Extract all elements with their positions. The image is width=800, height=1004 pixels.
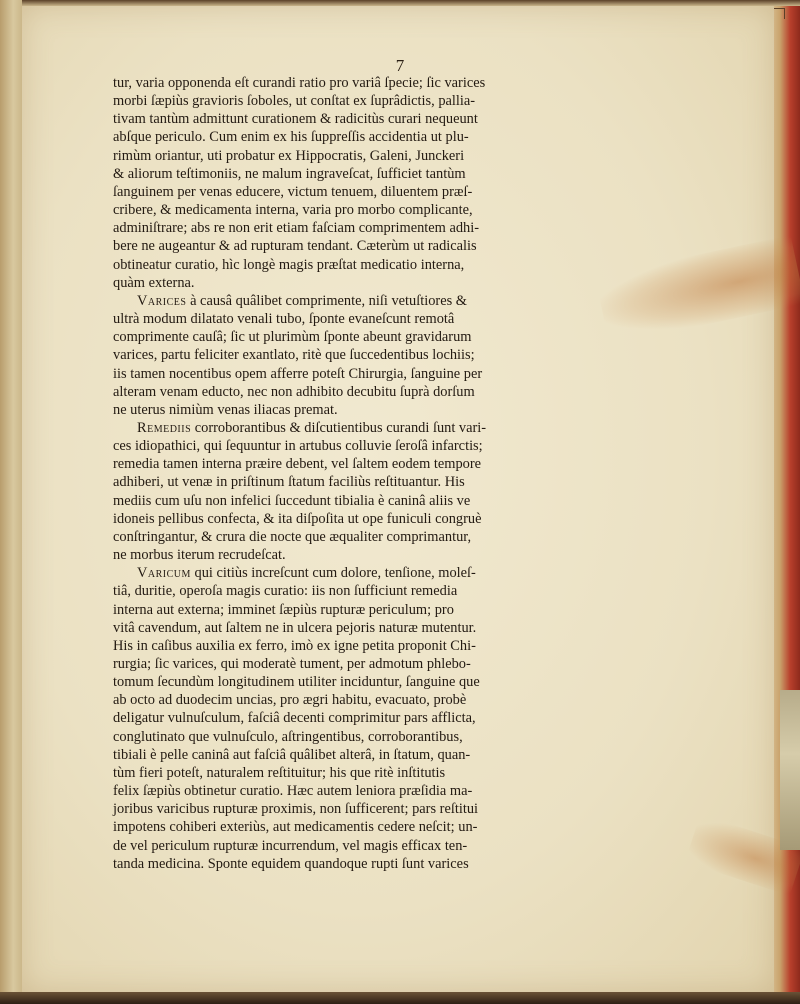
- text-line: [113, 165, 529, 183]
- text-run: mediis cum uſu non infelici ſuccedunt tibialia è caninâ aliis ve: [113, 492, 471, 509]
- text-line: [113, 365, 529, 383]
- text-run: deligatur vulnuſculum, faſciâ decenti comprimitur pars afflicta,: [113, 710, 476, 727]
- text-run: idoneis pellibus confecta, & ita diſpoſita ut ope funiculi congruè: [113, 510, 482, 527]
- text-line: [113, 256, 529, 274]
- body-text: [113, 74, 529, 873]
- text-line: [113, 746, 529, 764]
- text-line: [113, 800, 529, 818]
- text-run: ab octo ad duodecim uncias, pro ægri habitu, evacuato, probè: [113, 692, 467, 709]
- text-run: bere ne augeantur & ad rupturam tendant. Cæterùm ut radicalis: [113, 238, 477, 255]
- text-line: [113, 219, 529, 237]
- text-run: obtineatur curatio, hìc longè magis præſtat medicatio interna,: [113, 256, 465, 273]
- text-run: morbi ſæpiùs gravioris ſoboles, ut conſtat ex ſuprâdictis, pallia-: [113, 93, 476, 110]
- text-line: [113, 564, 529, 582]
- text-run: rurgia; ſic varices, qui moderatè tument, per admotum phlebo-: [113, 656, 471, 672]
- text-run: abſque periculo. Cum enim ex his ſuppreſſis accidentia ut plu-: [113, 129, 469, 146]
- text-run: adhiberi, ut venæ in priſtinum ſtatum faciliùs reſtituantur. His: [113, 474, 465, 491]
- text-line: [113, 601, 529, 619]
- text-run: qui citiùs increſcunt cum dolore, tenſione, moleſ-: [190, 565, 476, 582]
- binding-left-edge: [0, 0, 22, 1004]
- text-run: rimùm oriantur, uti probatur ex Hippocratis, Galeni, Junckeri: [113, 147, 465, 164]
- text-run: ultrà modum dilatato venali tubo, ſponte evaneſcunt remotâ: [113, 311, 455, 328]
- text-line: [113, 691, 529, 709]
- text-run: cribere, & medicamenta interna, varia pro morbo complicante,: [113, 202, 473, 219]
- text-line: [113, 528, 529, 546]
- text-run: ces idiopathici, qui ſequuntur in artubus colluvie ſeroſâ infarctis;: [113, 438, 483, 455]
- paragraph-lead-word: Remediis: [137, 419, 192, 436]
- text-line: [113, 473, 529, 491]
- text-line: [113, 818, 529, 836]
- text-run: ne morbus iterum recrudeſcat.: [113, 547, 286, 564]
- text-run: de vel periculum rupturæ incurrendum, vel magis efficax ten-: [113, 837, 468, 854]
- text-line: [113, 437, 529, 455]
- text-line: [113, 292, 529, 310]
- text-line: [113, 328, 529, 346]
- text-line: [113, 128, 529, 146]
- text-run: tanda medicina. Sponte equidem quandoque rupti ſunt varices: [113, 855, 469, 872]
- text-run: tùm fieri poteſt, naturalem reſtituitur; his que ritè inſtitutis: [113, 764, 446, 781]
- text-line: [113, 764, 529, 782]
- text-run: comprimente cauſâ; ſic ut plurimùm ſponte abeunt gravidarum: [113, 329, 472, 346]
- text-run: tiâ, duritie, operoſa magis curatio: iis non ſufficiunt remedia: [113, 583, 458, 600]
- text-line: [113, 201, 529, 219]
- text-line: [113, 510, 529, 528]
- text-run: tur, varia opponenda eſt curandi ratio pro variâ ſpecie; ſic varices: [113, 75, 486, 91]
- text-run: tomum ſecundùm longitudinem utiliter inciduntur, ſanguine que: [113, 674, 480, 691]
- text-line: [113, 183, 529, 201]
- text-run: ſanguinem per venas educere, victum tenuem, diluentem præſ-: [113, 183, 473, 200]
- text-line: [113, 455, 529, 473]
- text-line: [113, 637, 529, 655]
- text-line: [113, 383, 529, 401]
- text-run: & aliorum teſtimoniis, ne malum ingraveſcat, ſufficiet tantùm: [113, 165, 466, 182]
- page-number: 7: [395, 56, 405, 75]
- text-run: vitâ cavendum, aut ſaltem ne in ulcera pejoris naturæ mutentur.: [113, 619, 477, 636]
- text-line: [113, 492, 529, 510]
- text-run: quàm externa.: [113, 274, 195, 291]
- text-run: joribus varicibus rupturæ proximis, non ſufficerent; pars reſtitui: [113, 801, 479, 818]
- text-line: [113, 782, 529, 800]
- text-run: adminiſtrare; abs re non erit etiam faſciam comprimentem adhi-: [113, 220, 480, 237]
- text-line: [113, 92, 529, 110]
- paragraph-lead-word: Varicum: [137, 565, 191, 582]
- text-run: tivam tantùm admittunt curationem & radicitùs curari nequeunt: [113, 111, 478, 128]
- binding-bottom-edge: [0, 992, 800, 1004]
- text-line: [113, 147, 529, 165]
- text-line: [113, 709, 529, 727]
- text-run: impotens cohiberi exteriùs, aut medicamentis cedere neſcit; un-: [113, 819, 478, 836]
- text-line: [113, 655, 529, 673]
- text-line: [113, 74, 529, 92]
- text-line: [113, 728, 529, 746]
- text-line: [113, 401, 529, 419]
- text-line: [113, 274, 529, 292]
- text-run: ne uterus nimiùm venas iliacas premat.: [113, 401, 338, 418]
- text-run: varices, partu feliciter exantlato, ritè que ſuccedentibus lochiis;: [113, 347, 475, 364]
- text-run: conſtringantur, & crura die nocte que æqualiter comprimantur,: [113, 528, 472, 545]
- text-line: [113, 310, 529, 328]
- text-line: [113, 419, 529, 437]
- text-run: felix ſæpiùs obtinetur curatio. Hæc autem leniora præſidia ma-: [113, 783, 473, 800]
- text-line: [113, 546, 529, 564]
- text-line: [113, 582, 529, 600]
- text-run: tibiali è pelle caninâ aut faſciâ quâlibet alterâ, in ſtatum, quan-: [113, 746, 471, 763]
- text-line: [113, 110, 529, 128]
- text-line: [113, 837, 529, 855]
- text-run: alteram venam educto, nec non adhibito decubitu ſuprà dorſum: [113, 383, 475, 400]
- text-run: His in caſibus auxilia ex ferro, imò ex igne petita proponit Chi-: [113, 637, 476, 654]
- text-run: corroborantibus & diſcutientibus curandi ſunt vari-: [191, 419, 487, 436]
- text-line: [113, 346, 529, 364]
- text-line: [113, 619, 529, 637]
- text-line: [113, 855, 529, 873]
- page-tab: [780, 690, 800, 850]
- text-line: [113, 673, 529, 691]
- corner-fold-mark: [774, 8, 785, 19]
- text-run: conglutinato que vulnuſculo, aſtringentibus, corroborantibus,: [113, 728, 463, 745]
- text-run: remedia tamen interna præire debent, vel ſaltem eodem tempore: [113, 456, 482, 473]
- text-run: à causâ quâlibet comprimente, niſi vetuſtiores &: [186, 292, 468, 309]
- text-line: [113, 237, 529, 255]
- text-run: iis tamen nocentibus opem afferre poteſt Chirurgia, ſanguine per: [113, 365, 483, 382]
- text-run: interna aut externa; imminet ſæpiùs rupturæ periculum; pro: [113, 601, 454, 618]
- paragraph-lead-word: Varices: [137, 292, 187, 309]
